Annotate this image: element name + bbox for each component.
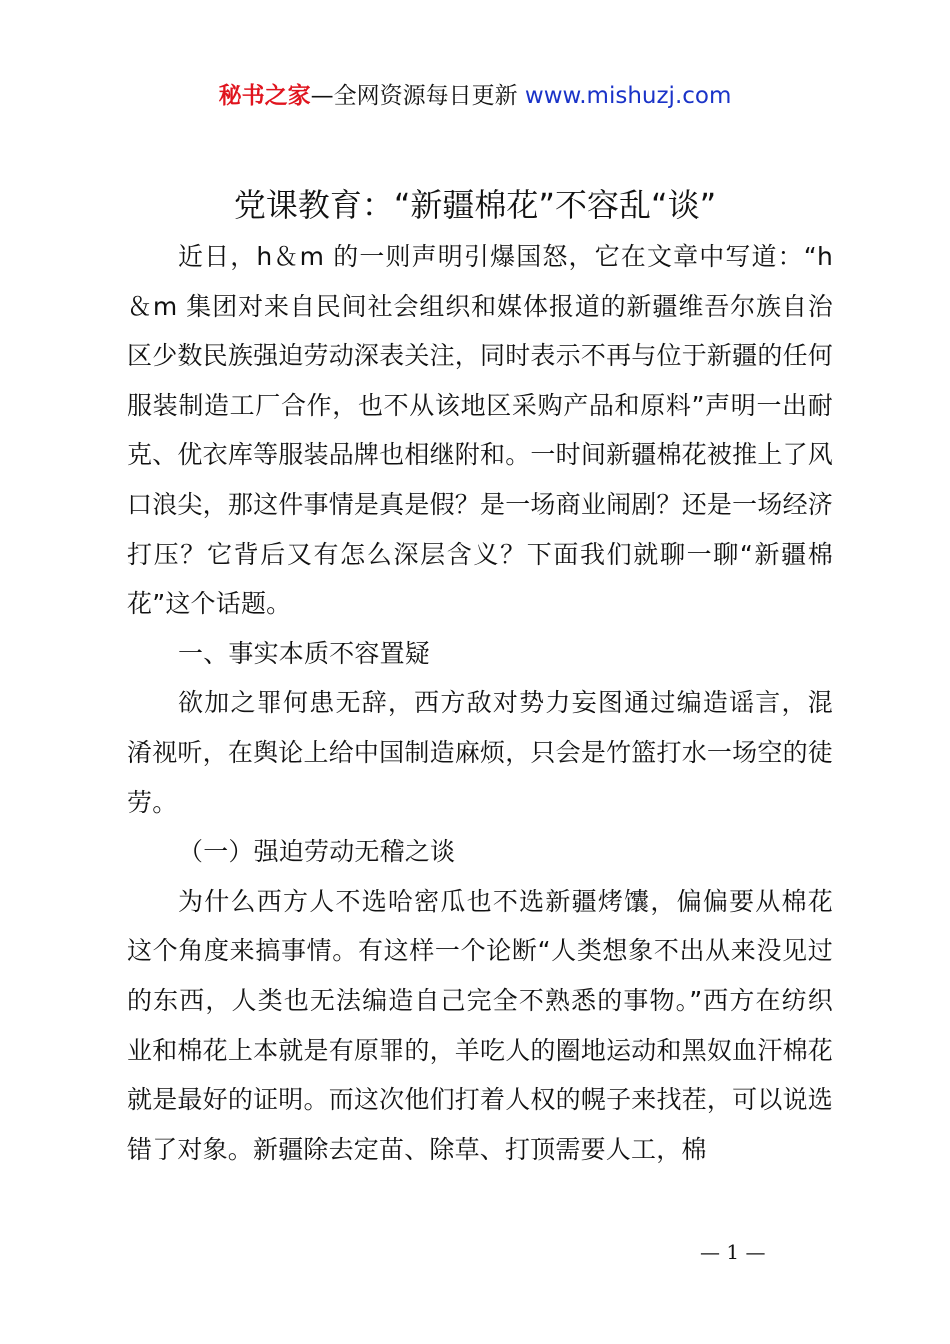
paragraph-intro: 近日，h＆m 的一则声明引爆国怒，它在文章中写道：“h＆m 集团对来自民间社会组织和媒体报道的新疆维吾尔族自治区少数民族强迫劳动深表关注，同时表示不再与位于新疆的任何服装制造工厂合作，也不从该地区采购产品和原料”声明一出耐克、优衣库等服装品牌也相继附和。一时间新疆棉花被推上了风口浪尖，那这件事情是真是假？是一场商业闹剧？还是一场经济打压？它背后又有怎么深层含义？下面我们就聊一聊“新疆棉花”这个话题。 [127,242,833,619]
document-title: 党课教育：“新疆棉花”不容乱“谈” [233,186,717,224]
section-heading-1: 一、事实本质不容置疑 [178,638,431,668]
brand-name: 秘书之家 [218,83,311,109]
subsection-heading-1: （一）强迫劳动无稽之谈 [178,837,456,867]
site-header [0,80,950,112]
paragraph-section-1: 欲加之罪何患无辞，西方敌对势力妄图通过编造谣言，混淆视听，在舆论上给中国制造麻烦，只会是竹篮打水一场空的徒劳。 [127,688,833,817]
header-tagline: —全网资源每日更新 [310,83,518,109]
paragraph-subsection-1: 为什么西方人不选哈密瓜也不选新疆烤馕，偏偏要从棉花这个角度来搞事情。有这样一个论断“人类想象不出从来没见过的东西，人类也无法编造自己完全不熟悉的事物。”西方在纺织业和棉花上本就是有原罪的，羊吃人的圈地运动和黑奴血汗棉花就是最好的证明。而这次他们打着人权的幌子来找茬，可以说选错了对象。新疆除去定苗、除草、打顶需要人工，棉 [127,886,833,1164]
site-url-link[interactable]: www.mishuzj.com [524,83,732,109]
page-number: — 1 — [700,1240,766,1264]
document-body [127,232,833,1174]
